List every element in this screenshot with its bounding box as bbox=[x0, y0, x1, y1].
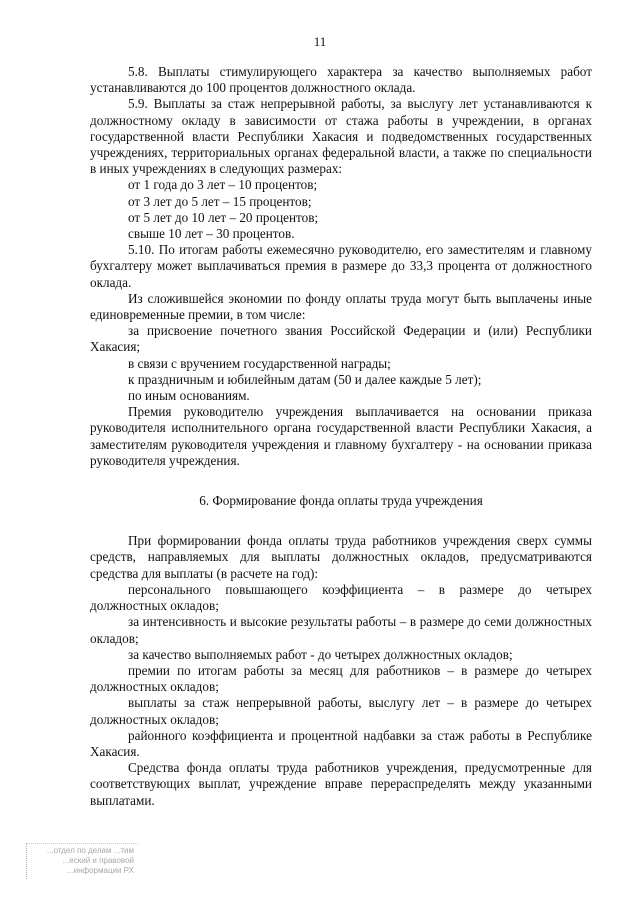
paragraph: от 5 лет до 10 лет – 20 процентов; bbox=[128, 209, 319, 225]
paragraph: Средства фонда оплаты труда работников учреждения, предусмотренные для соответствующих выплат, учреждение вправе перераспределять между указанными выплатами. bbox=[90, 760, 592, 808]
section-5-continuation bbox=[90, 64, 592, 469]
paragraph: выплаты за стаж непрерывной работы, выслугу лет – в размере до четырех должностных окладов; bbox=[90, 695, 592, 727]
paragraph: премии по итогам работы за месяц для работников – в размере до четырех должностных окладов; bbox=[90, 662, 592, 695]
paragraph: за присвоение почетного звания Российской Федерации и (или) Республики Хакасия; bbox=[90, 323, 592, 355]
page-number: 11 bbox=[313, 34, 327, 49]
paragraph: Из сложившейся экономии по фонду оплаты труда могут быть выплачены иные единовременные премии, в том числе: bbox=[90, 290, 592, 323]
document-body bbox=[90, 64, 592, 809]
paragraph: 5.9. Выплаты за стаж непрерывной работы, за выслугу лет устанавливаются к должностному окладу в зависимости от стажа работы в учреждении, в органах государственной власти Республики Хакасия и подведомственных государственных учреждениях, территориальных органах федеральной власти, а также по специальности в иных учреждениях в следующих размерах: bbox=[90, 96, 592, 177]
section-6-body bbox=[90, 533, 592, 808]
stamp-line: ...отдел по делам ...тим bbox=[46, 846, 134, 855]
paragraph: свыше 10 лет – 30 процентов. bbox=[128, 226, 295, 242]
stamp-line: ...еский и правовой bbox=[62, 856, 134, 865]
paragraph: Премия руководителю учреждения выплачивается на основании приказа руководителя исполнительного органа государственной власти Республики Хакасия, а заместителям руководителя учреждения и главному бухгалтеру - на основании приказа руководителя учреждения. bbox=[90, 404, 592, 468]
paragraph: к праздничным и юбилейным датам (50 и далее каждые 5 лет); bbox=[128, 371, 482, 387]
paragraph: персонального повышающего коэффициента – в размере до четырех должностных окладов; bbox=[90, 581, 592, 614]
paragraph: за интенсивность и высокие результаты работы – в размере до семи должностных окладов; bbox=[90, 614, 592, 646]
paragraph: 5.8. Выплаты стимулирующего характера за качество выполняемых работ устанавливаются до 100 процентов должностного оклада. bbox=[90, 64, 592, 96]
paragraph: от 1 года до 3 лет – 10 процентов; bbox=[128, 177, 318, 193]
section-heading: 6. Формирование фонда оплаты труда учреждения bbox=[199, 493, 483, 509]
paragraph: от 3 лет до 5 лет – 15 процентов; bbox=[128, 193, 312, 209]
stamp-line: ...информации РХ bbox=[66, 866, 134, 875]
paragraph: по иным основаниям. bbox=[128, 388, 250, 404]
paragraph: При формировании фонда оплаты труда работников учреждения сверх суммы средств, направляемых для выплаты должностных окладов, предусматриваются средства для выплаты (в расчете на год): bbox=[90, 533, 592, 581]
paragraph: в связи с вручением государственной награды; bbox=[128, 355, 391, 371]
paragraph: 5.10. По итогам работы ежемесячно руководителю, его заместителям и главному бухгалтеру может выплачиваться премия в размере до 33,3 процента от должностного оклада. bbox=[90, 242, 592, 290]
paragraph: районного коэффициента и процентной надбавки за стаж работы в Республике Хакасия. bbox=[90, 727, 592, 759]
paragraph: за качество выполняемых работ - до четырех должностных окладов; bbox=[128, 646, 513, 662]
registration-stamp bbox=[26, 843, 138, 879]
